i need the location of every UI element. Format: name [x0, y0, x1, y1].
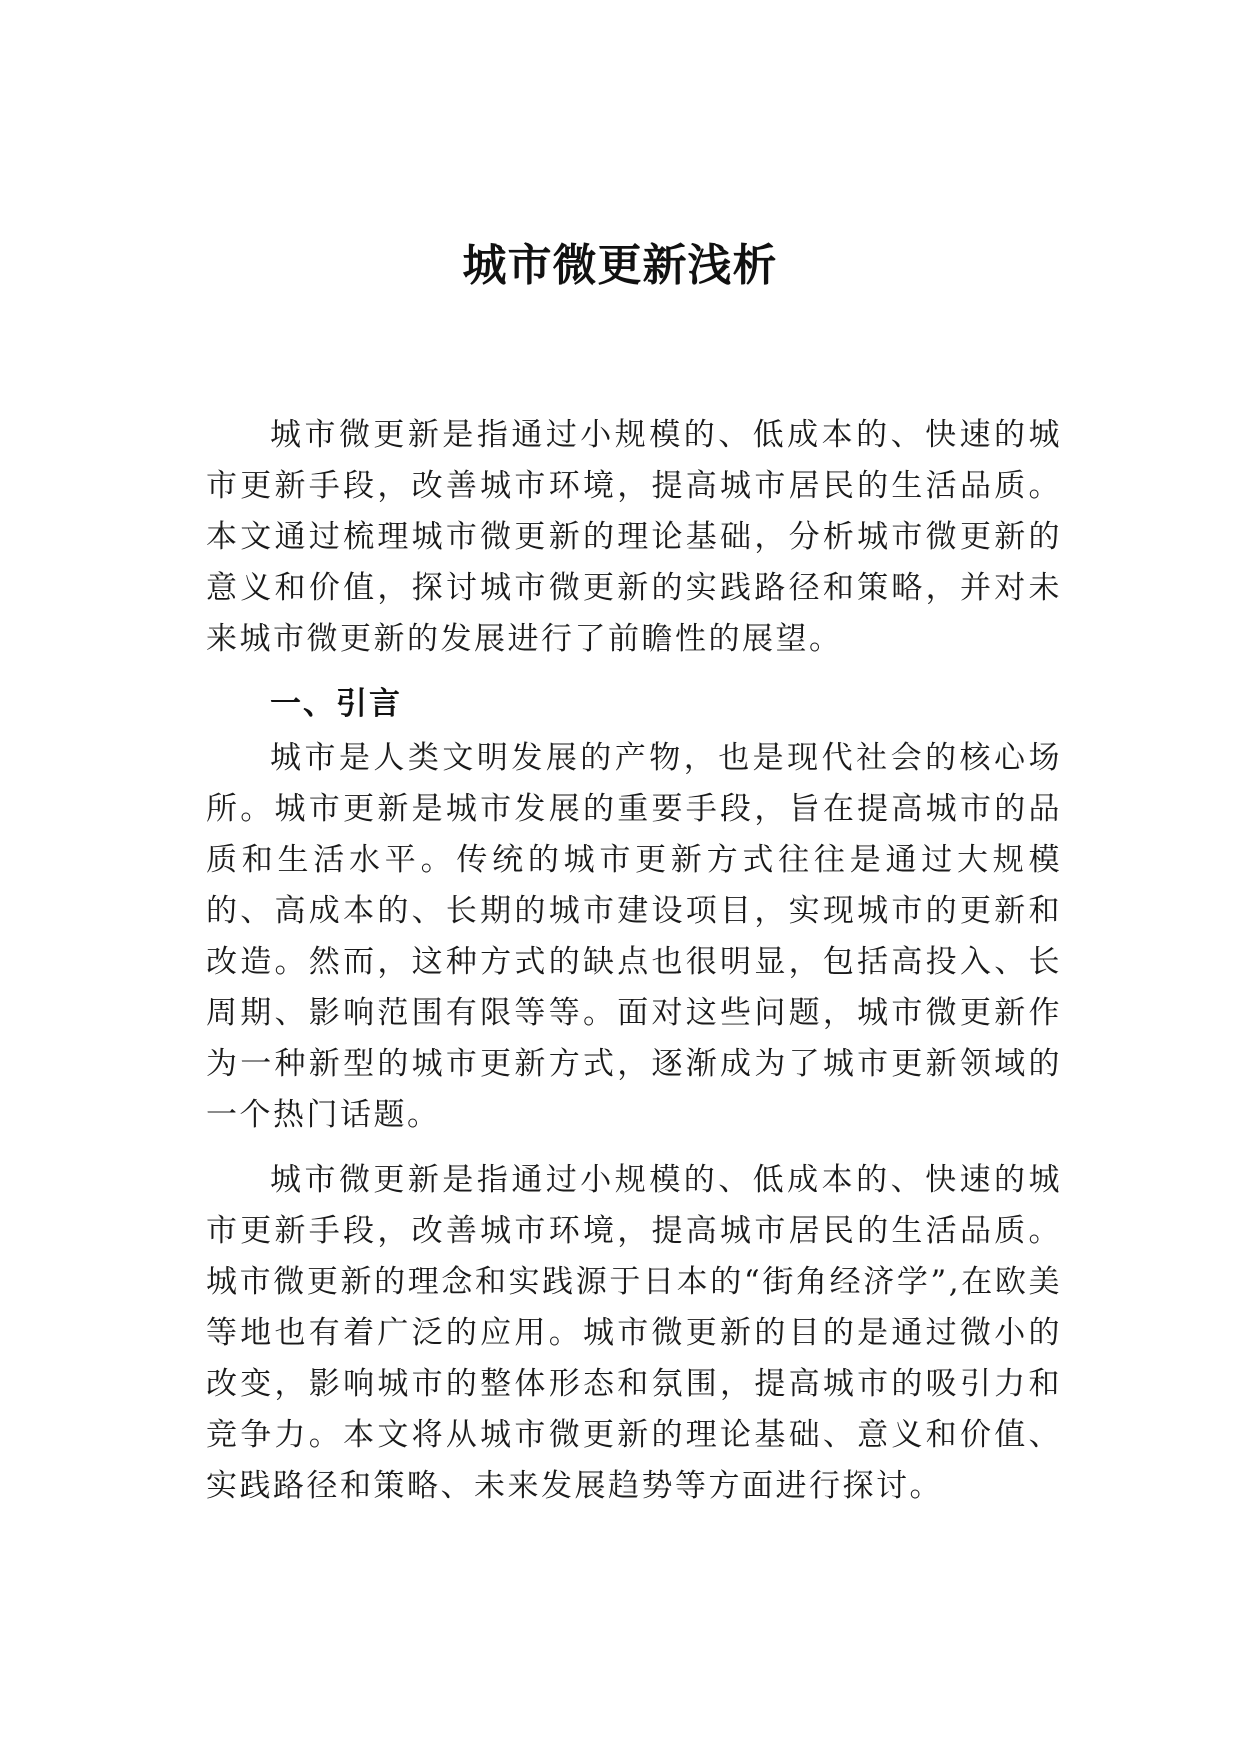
document-title: 城市微更新浅析	[462, 240, 778, 291]
abstract-paragraph: 城市微更新是指通过小规模的、低成本的、快速的城市更新手段，改善城市环境，提高城市居民的生活品质。本文通过梳理城市微更新的理论基础，分析城市微更新的意义和价值，探讨城市微更新的实践路径和策略，并对未来城市微更新的发展进行了前瞻性的展望。	[206, 417, 1062, 657]
document-body	[206, 410, 1062, 1522]
section-heading-introduction: 一、引言	[270, 686, 402, 722]
introduction-paragraph-2: 城市微更新是指通过小规模的、低成本的、快速的城市更新手段，改善城市环境，提高城市居民的生活品质。城市微更新的理念和实践源于日本的“街角经济学”,在欧美等地也有着广泛的应用。城市微更新的目的是通过微小的改变，影响城市的整体形态和氛围，提高城市的吸引力和竞争力。本文将从城市微更新的理论基础、意义和价值、实践路径和策略、未来发展趋势等方面进行探讨。	[206, 1162, 1062, 1504]
introduction-paragraph-1: 城市是人类文明发展的产物，也是现代社会的核心场所。城市更新是城市发展的重要手段，旨在提高城市的品质和生活水平。传统的城市更新方式往往是通过大规模的、高成本的、长期的城市建设项目，实现城市的更新和改造。然而，这种方式的缺点也很明显，包括高投入、长周期、影响范围有限等等。面对这些问题，城市微更新作为一种新型的城市更新方式，逐渐成为了城市更新领域的一个热门话题。	[206, 740, 1062, 1133]
